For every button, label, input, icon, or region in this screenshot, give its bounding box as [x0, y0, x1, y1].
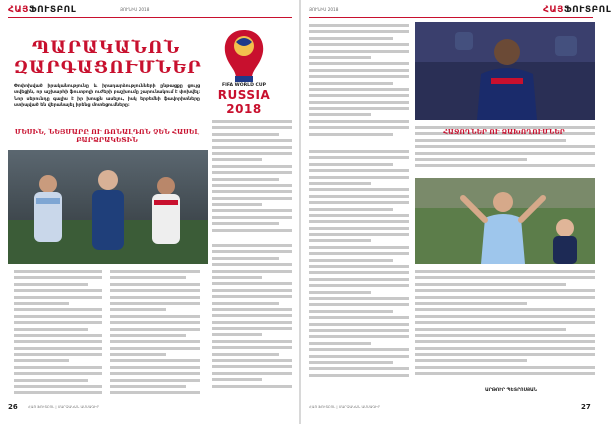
article-subhead: ՄԵՍԻՆ, ՆԵՅՄԱՐԸ ՈՒ ՌՈՆԱԼԴՈՆ ՉԵՆ ՀԱՍԵԼ ԲԱՐՁՐԱԿԵՏԻՆ [14, 128, 200, 144]
celebration-photo-image [415, 178, 595, 264]
right-page [301, 0, 611, 424]
players-photo-image [8, 150, 208, 264]
headline-line-1: ՊԱՐԱԿԱՆՈՆ [31, 38, 181, 58]
left-page [0, 0, 299, 424]
brand-alt-right: ՖՈՒՏԲՈԼ [563, 5, 611, 15]
right-text-column-1 [309, 24, 409, 144]
body-text-column-2 [14, 270, 102, 400]
celebration-photo [415, 178, 595, 264]
footer-left: ՀԱՅ ՖՈՒՏԲՈԼ | ՄԱՐԶԱԿԱՆ ԱՄՍԱԳԻՐ [28, 405, 100, 409]
lead-paragraph: Փոփոխված իրականությունը և իրադարձությունների ընթացքը ցույց տվեցին, որ աշխարհի ֆուտբոլի ուժերի բաշխումը շարունակում է փոխվել։ Նոր սերունդը գալիս է իր խոսքն ասելու, իսկ երբեմնի ֆավորիտները ստիպված են վերանայել իրենց մոտեցումները։ [14, 84, 200, 109]
logo-line-2: RUSSIA 2018 [217, 88, 271, 116]
page-number-left: 26 [8, 403, 18, 411]
page-number-right: 27 [581, 403, 591, 411]
body-text-column-4 [212, 244, 292, 400]
brand-main: ՀԱՅ [8, 5, 29, 15]
article-headline [14, 38, 202, 78]
section-head: ՀԱՋՈՂՆԵՐ ՈՒ ՁԱԽՈՂՈՒՄՆԵՐ [443, 128, 565, 136]
headline-line-2: ԶԱՐԳԱՑՈՒՄՆԵՐ [14, 58, 202, 78]
masthead-logo [8, 5, 76, 17]
author-byline: ԱՐԹՈՒՐ ՊԵՏՐՈՍՅԱՆ [484, 388, 538, 393]
player-photo-blue [415, 22, 595, 120]
right-text-column-3 [309, 150, 409, 400]
player-photo-blue-image [415, 22, 595, 120]
brand-main-right: ՀԱՅ [543, 5, 564, 15]
brand-alt: ՖՈՒՏԲՈԼ [28, 5, 77, 15]
header-rule [8, 17, 292, 18]
header-rule-right [309, 17, 593, 18]
right-text-column-4 [415, 270, 595, 386]
logo-line-1: FIFA WORLD CUP [222, 83, 266, 88]
body-text-column-1 [212, 120, 292, 240]
world-cup-logo [198, 26, 290, 116]
footer-right: ՀԱՅ ՖՈՒՏԲՈԼ | ՄԱՐԶԱԿԱՆ ԱՄՍԱԳԻՐ [309, 405, 381, 409]
issue-line: ՅՈՒՆԻՍ 2018 [120, 7, 150, 12]
masthead-logo-right [543, 5, 611, 17]
players-photo [8, 150, 208, 264]
issue-line-right: ՅՈՒՆԻՍ 2018 [309, 7, 339, 12]
body-text-column-3 [110, 270, 200, 400]
